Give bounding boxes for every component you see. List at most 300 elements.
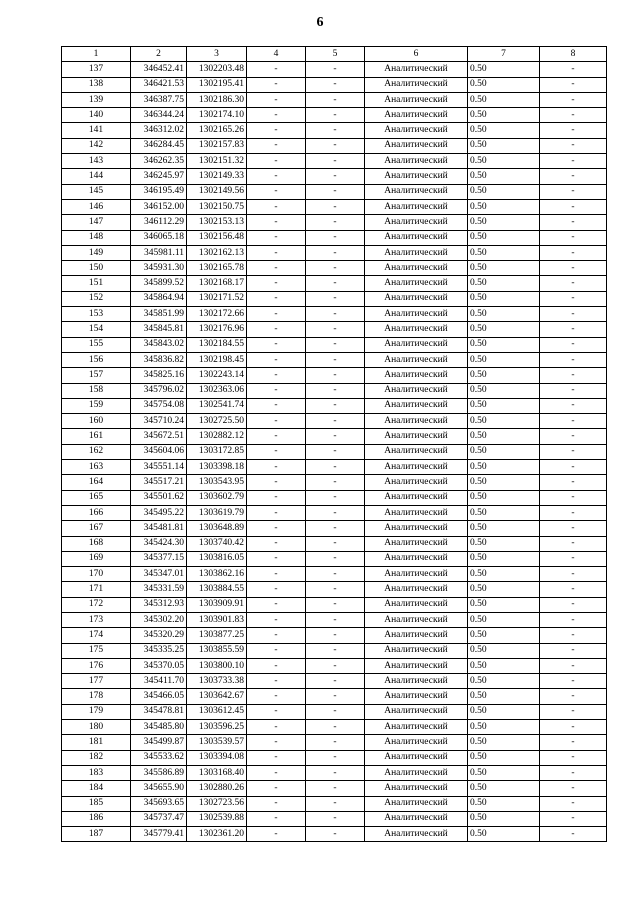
column-8-cell: - [540, 658, 607, 673]
method-cell: Аналитический [365, 352, 468, 367]
column-4-cell: - [247, 720, 306, 735]
table-row [62, 551, 607, 566]
column-5-cell: - [306, 184, 365, 199]
column-5-cell: - [306, 658, 365, 673]
point-number-cell: 185 [62, 796, 131, 811]
method-cell: Аналитический [365, 490, 468, 505]
table-row [62, 521, 607, 536]
point-number-cell: 155 [62, 337, 131, 352]
column-4-cell: - [247, 551, 306, 566]
column-8-cell: - [540, 398, 607, 413]
column-5-cell: - [306, 429, 365, 444]
x-coordinate-cell: 345466.05 [131, 689, 187, 704]
y-coordinate-cell: 1302165.78 [187, 261, 247, 276]
x-coordinate-cell: 345851.99 [131, 307, 187, 322]
x-coordinate-cell: 345481.81 [131, 521, 187, 536]
y-coordinate-cell: 1302165.26 [187, 123, 247, 138]
column-5-cell: - [306, 261, 365, 276]
column-5-cell: - [306, 750, 365, 765]
column-4-cell: - [247, 92, 306, 107]
table-row [62, 322, 607, 337]
column-4-cell: - [247, 322, 306, 337]
column-5-cell: - [306, 307, 365, 322]
method-cell: Аналитический [365, 429, 468, 444]
method-cell: Аналитический [365, 291, 468, 306]
y-coordinate-cell: 1303596.25 [187, 720, 247, 735]
column-8-cell: - [540, 475, 607, 490]
point-number-cell: 159 [62, 398, 131, 413]
x-coordinate-cell: 345864.94 [131, 291, 187, 306]
y-coordinate-cell: 1302186.30 [187, 92, 247, 107]
y-coordinate-cell: 1303543.95 [187, 475, 247, 490]
point-number-cell: 161 [62, 429, 131, 444]
column-header: 1 [62, 47, 131, 62]
column-8-cell: - [540, 521, 607, 536]
x-coordinate-cell: 345347.01 [131, 567, 187, 582]
method-cell: Аналитический [365, 62, 468, 77]
table-row [62, 720, 607, 735]
table-row [62, 643, 607, 658]
column-8-cell: - [540, 811, 607, 826]
column-8-cell: - [540, 429, 607, 444]
point-number-cell: 172 [62, 597, 131, 612]
table-row [62, 154, 607, 169]
column-8-cell: - [540, 199, 607, 214]
column-4-cell: - [247, 123, 306, 138]
column-8-cell: - [540, 720, 607, 735]
x-coordinate-cell: 345499.87 [131, 735, 187, 750]
accuracy-cell: 0.50 [468, 199, 540, 214]
column-5-cell: - [306, 811, 365, 826]
method-cell: Аналитический [365, 322, 468, 337]
method-cell: Аналитический [365, 505, 468, 520]
table-row [62, 811, 607, 826]
column-8-cell: - [540, 628, 607, 643]
table-row [62, 781, 607, 796]
accuracy-cell: 0.50 [468, 704, 540, 719]
x-coordinate-cell: 345604.06 [131, 444, 187, 459]
x-coordinate-cell: 345655.90 [131, 781, 187, 796]
point-number-cell: 163 [62, 460, 131, 475]
accuracy-cell: 0.50 [468, 551, 540, 566]
column-4-cell: - [247, 765, 306, 780]
column-8-cell: - [540, 536, 607, 551]
table-row [62, 276, 607, 291]
method-cell: Аналитический [365, 582, 468, 597]
method-cell: Аналитический [365, 689, 468, 704]
column-8-cell: - [540, 108, 607, 123]
accuracy-cell: 0.50 [468, 368, 540, 383]
accuracy-cell: 0.50 [468, 612, 540, 627]
table-row [62, 337, 607, 352]
column-5-cell: - [306, 108, 365, 123]
point-number-cell: 148 [62, 230, 131, 245]
accuracy-cell: 0.50 [468, 245, 540, 260]
x-coordinate-cell: 345586.89 [131, 765, 187, 780]
y-coordinate-cell: 1303884.55 [187, 582, 247, 597]
x-coordinate-cell: 345424.30 [131, 536, 187, 551]
point-number-cell: 138 [62, 77, 131, 92]
table-row [62, 169, 607, 184]
y-coordinate-cell: 1302149.33 [187, 169, 247, 184]
x-coordinate-cell: 346245.97 [131, 169, 187, 184]
x-coordinate-cell: 346387.75 [131, 92, 187, 107]
x-coordinate-cell: 345737.47 [131, 811, 187, 826]
x-coordinate-cell: 345302.20 [131, 612, 187, 627]
method-cell: Аналитический [365, 674, 468, 689]
method-cell: Аналитический [365, 368, 468, 383]
accuracy-cell: 0.50 [468, 674, 540, 689]
accuracy-cell: 0.50 [468, 720, 540, 735]
page-number: 6 [316, 15, 324, 30]
column-8-cell: - [540, 444, 607, 459]
table-row [62, 261, 607, 276]
column-5-cell: - [306, 444, 365, 459]
y-coordinate-cell: 1302203.48 [187, 62, 247, 77]
y-coordinate-cell: 1303394.08 [187, 750, 247, 765]
point-number-cell: 183 [62, 765, 131, 780]
column-4-cell: - [247, 811, 306, 826]
accuracy-cell: 0.50 [468, 322, 540, 337]
accuracy-cell: 0.50 [468, 597, 540, 612]
column-5-cell: - [306, 414, 365, 429]
column-5-cell: - [306, 689, 365, 704]
method-cell: Аналитический [365, 597, 468, 612]
column-8-cell: - [540, 551, 607, 566]
y-coordinate-cell: 1302725.50 [187, 414, 247, 429]
x-coordinate-cell: 345533.62 [131, 750, 187, 765]
point-number-cell: 141 [62, 123, 131, 138]
x-coordinate-cell: 345312.93 [131, 597, 187, 612]
accuracy-cell: 0.50 [468, 582, 540, 597]
column-5-cell: - [306, 674, 365, 689]
table-row [62, 444, 607, 459]
column-5-cell: - [306, 643, 365, 658]
method-cell: Аналитический [365, 169, 468, 184]
y-coordinate-cell: 1303733.38 [187, 674, 247, 689]
y-coordinate-cell: 1302361.20 [187, 827, 247, 842]
table-row [62, 398, 607, 413]
point-number-cell: 143 [62, 154, 131, 169]
method-cell: Аналитический [365, 199, 468, 214]
column-5-cell: - [306, 352, 365, 367]
point-number-cell: 167 [62, 521, 131, 536]
accuracy-cell: 0.50 [468, 750, 540, 765]
column-8-cell: - [540, 261, 607, 276]
table-row [62, 245, 607, 260]
point-number-cell: 175 [62, 643, 131, 658]
y-coordinate-cell: 1302162.13 [187, 245, 247, 260]
column-4-cell: - [247, 505, 306, 520]
method-cell: Аналитический [365, 123, 468, 138]
column-5-cell: - [306, 551, 365, 566]
column-5-cell: - [306, 475, 365, 490]
method-cell: Аналитический [365, 811, 468, 826]
x-coordinate-cell: 345825.16 [131, 368, 187, 383]
column-4-cell: - [247, 444, 306, 459]
table-row [62, 383, 607, 398]
column-8-cell: - [540, 567, 607, 582]
column-8-cell: - [540, 169, 607, 184]
column-4-cell: - [247, 108, 306, 123]
column-8-cell: - [540, 62, 607, 77]
point-number-cell: 166 [62, 505, 131, 520]
table-row [62, 291, 607, 306]
column-8-cell: - [540, 77, 607, 92]
method-cell: Аналитический [365, 108, 468, 123]
column-8-cell: - [540, 796, 607, 811]
table-row [62, 460, 607, 475]
accuracy-cell: 0.50 [468, 827, 540, 842]
point-number-cell: 173 [62, 612, 131, 627]
accuracy-cell: 0.50 [468, 276, 540, 291]
method-cell: Аналитический [365, 245, 468, 260]
x-coordinate-cell: 345320.29 [131, 628, 187, 643]
column-5-cell: - [306, 383, 365, 398]
column-8-cell: - [540, 460, 607, 475]
table-row [62, 689, 607, 704]
x-coordinate-cell: 345485.80 [131, 720, 187, 735]
column-5-cell: - [306, 215, 365, 230]
column-8-cell: - [540, 337, 607, 352]
column-5-cell: - [306, 138, 365, 153]
y-coordinate-cell: 1302174.10 [187, 108, 247, 123]
point-number-cell: 145 [62, 184, 131, 199]
accuracy-cell: 0.50 [468, 765, 540, 780]
table-body [62, 62, 607, 842]
column-8-cell: - [540, 184, 607, 199]
y-coordinate-cell: 1303168.40 [187, 765, 247, 780]
method-cell: Аналитический [365, 781, 468, 796]
y-coordinate-cell: 1302363.06 [187, 383, 247, 398]
point-number-cell: 158 [62, 383, 131, 398]
column-5-cell: - [306, 827, 365, 842]
column-4-cell: - [247, 643, 306, 658]
accuracy-cell: 0.50 [468, 307, 540, 322]
accuracy-cell: 0.50 [468, 460, 540, 475]
column-header: 7 [468, 47, 540, 62]
x-coordinate-cell: 346284.45 [131, 138, 187, 153]
y-coordinate-cell: 1303800.10 [187, 658, 247, 673]
column-8-cell: - [540, 490, 607, 505]
column-5-cell: - [306, 230, 365, 245]
column-8-cell: - [540, 643, 607, 658]
column-4-cell: - [247, 628, 306, 643]
y-coordinate-cell: 1302198.45 [187, 352, 247, 367]
x-coordinate-cell: 346344.24 [131, 108, 187, 123]
method-cell: Аналитический [365, 735, 468, 750]
column-4-cell: - [247, 460, 306, 475]
point-number-cell: 157 [62, 368, 131, 383]
table-row [62, 658, 607, 673]
column-4-cell: - [247, 796, 306, 811]
y-coordinate-cell: 1303172.85 [187, 444, 247, 459]
column-5-cell: - [306, 62, 365, 77]
method-cell: Аналитический [365, 796, 468, 811]
accuracy-cell: 0.50 [468, 261, 540, 276]
column-4-cell: - [247, 383, 306, 398]
column-5-cell: - [306, 276, 365, 291]
column-5-cell: - [306, 628, 365, 643]
column-4-cell: - [247, 154, 306, 169]
method-cell: Аналитический [365, 720, 468, 735]
column-4-cell: - [247, 230, 306, 245]
column-8-cell: - [540, 765, 607, 780]
method-cell: Аналитический [365, 704, 468, 719]
point-number-cell: 171 [62, 582, 131, 597]
accuracy-cell: 0.50 [468, 643, 540, 658]
x-coordinate-cell: 345495.22 [131, 505, 187, 520]
column-4-cell: - [247, 261, 306, 276]
accuracy-cell: 0.50 [468, 444, 540, 459]
column-4-cell: - [247, 77, 306, 92]
method-cell: Аналитический [365, 750, 468, 765]
point-number-cell: 181 [62, 735, 131, 750]
method-cell: Аналитический [365, 184, 468, 199]
table-row [62, 108, 607, 123]
point-number-cell: 168 [62, 536, 131, 551]
accuracy-cell: 0.50 [468, 429, 540, 444]
column-8-cell: - [540, 123, 607, 138]
point-number-cell: 151 [62, 276, 131, 291]
x-coordinate-cell: 345411.70 [131, 674, 187, 689]
x-coordinate-cell: 345845.81 [131, 322, 187, 337]
column-4-cell: - [247, 138, 306, 153]
method-cell: Аналитический [365, 536, 468, 551]
x-coordinate-cell: 346452.41 [131, 62, 187, 77]
column-4-cell: - [247, 612, 306, 627]
column-5-cell: - [306, 735, 365, 750]
point-number-cell: 146 [62, 199, 131, 214]
column-5-cell: - [306, 704, 365, 719]
column-8-cell: - [540, 704, 607, 719]
column-header: 5 [306, 47, 365, 62]
accuracy-cell: 0.50 [468, 689, 540, 704]
x-coordinate-cell: 346421.53 [131, 77, 187, 92]
method-cell: Аналитический [365, 230, 468, 245]
table-header-row [62, 47, 607, 62]
method-cell: Аналитический [365, 521, 468, 536]
y-coordinate-cell: 1303398.18 [187, 460, 247, 475]
column-8-cell: - [540, 781, 607, 796]
column-8-cell: - [540, 674, 607, 689]
x-coordinate-cell: 346065.18 [131, 230, 187, 245]
table-row [62, 184, 607, 199]
accuracy-cell: 0.50 [468, 781, 540, 796]
point-number-cell: 165 [62, 490, 131, 505]
column-8-cell: - [540, 245, 607, 260]
x-coordinate-cell: 345836.82 [131, 352, 187, 367]
y-coordinate-cell: 1303855.59 [187, 643, 247, 658]
y-coordinate-cell: 1302171.52 [187, 291, 247, 306]
table-row [62, 674, 607, 689]
x-coordinate-cell: 345693.65 [131, 796, 187, 811]
x-coordinate-cell: 345377.15 [131, 551, 187, 566]
y-coordinate-cell: 1302149.56 [187, 184, 247, 199]
column-4-cell: - [247, 704, 306, 719]
column-5-cell: - [306, 337, 365, 352]
method-cell: Аналитический [365, 658, 468, 673]
column-8-cell: - [540, 414, 607, 429]
y-coordinate-cell: 1303862.16 [187, 567, 247, 582]
column-8-cell: - [540, 215, 607, 230]
table-row [62, 628, 607, 643]
accuracy-cell: 0.50 [468, 414, 540, 429]
table-row [62, 582, 607, 597]
column-5-cell: - [306, 765, 365, 780]
method-cell: Аналитический [365, 551, 468, 566]
point-number-cell: 140 [62, 108, 131, 123]
x-coordinate-cell: 345796.02 [131, 383, 187, 398]
column-4-cell: - [247, 184, 306, 199]
y-coordinate-cell: 1303539.57 [187, 735, 247, 750]
table-row [62, 475, 607, 490]
y-coordinate-cell: 1302176.96 [187, 322, 247, 337]
column-5-cell: - [306, 460, 365, 475]
y-coordinate-cell: 1302541.74 [187, 398, 247, 413]
accuracy-cell: 0.50 [468, 291, 540, 306]
table-row [62, 704, 607, 719]
table-row [62, 138, 607, 153]
accuracy-cell: 0.50 [468, 796, 540, 811]
y-coordinate-cell: 1303909.91 [187, 597, 247, 612]
column-4-cell: - [247, 368, 306, 383]
method-cell: Аналитический [365, 398, 468, 413]
y-coordinate-cell: 1303740.42 [187, 536, 247, 551]
y-coordinate-cell: 1302150.75 [187, 199, 247, 214]
table-row [62, 199, 607, 214]
column-4-cell: - [247, 658, 306, 673]
column-8-cell: - [540, 154, 607, 169]
y-coordinate-cell: 1302172.66 [187, 307, 247, 322]
column-5-cell: - [306, 398, 365, 413]
method-cell: Аналитический [365, 77, 468, 92]
accuracy-cell: 0.50 [468, 811, 540, 826]
column-4-cell: - [247, 62, 306, 77]
table-row [62, 62, 607, 77]
method-cell: Аналитический [365, 215, 468, 230]
point-number-cell: 178 [62, 689, 131, 704]
method-cell: Аналитический [365, 307, 468, 322]
table-row [62, 490, 607, 505]
method-cell: Аналитический [365, 337, 468, 352]
table-row [62, 612, 607, 627]
column-5-cell: - [306, 123, 365, 138]
x-coordinate-cell: 346152.00 [131, 199, 187, 214]
table-row [62, 505, 607, 520]
x-coordinate-cell: 345370.05 [131, 658, 187, 673]
point-number-cell: 170 [62, 567, 131, 582]
table-row [62, 123, 607, 138]
y-coordinate-cell: 1302243.14 [187, 368, 247, 383]
column-4-cell: - [247, 827, 306, 842]
y-coordinate-cell: 1303816.05 [187, 551, 247, 566]
column-5-cell: - [306, 77, 365, 92]
y-coordinate-cell: 1302723.56 [187, 796, 247, 811]
method-cell: Аналитический [365, 383, 468, 398]
table-row [62, 77, 607, 92]
accuracy-cell: 0.50 [468, 383, 540, 398]
accuracy-cell: 0.50 [468, 521, 540, 536]
point-number-cell: 186 [62, 811, 131, 826]
table-row [62, 750, 607, 765]
method-cell: Аналитический [365, 643, 468, 658]
column-4-cell: - [247, 429, 306, 444]
accuracy-cell: 0.50 [468, 184, 540, 199]
accuracy-cell: 0.50 [468, 154, 540, 169]
accuracy-cell: 0.50 [468, 658, 540, 673]
y-coordinate-cell: 1303877.25 [187, 628, 247, 643]
